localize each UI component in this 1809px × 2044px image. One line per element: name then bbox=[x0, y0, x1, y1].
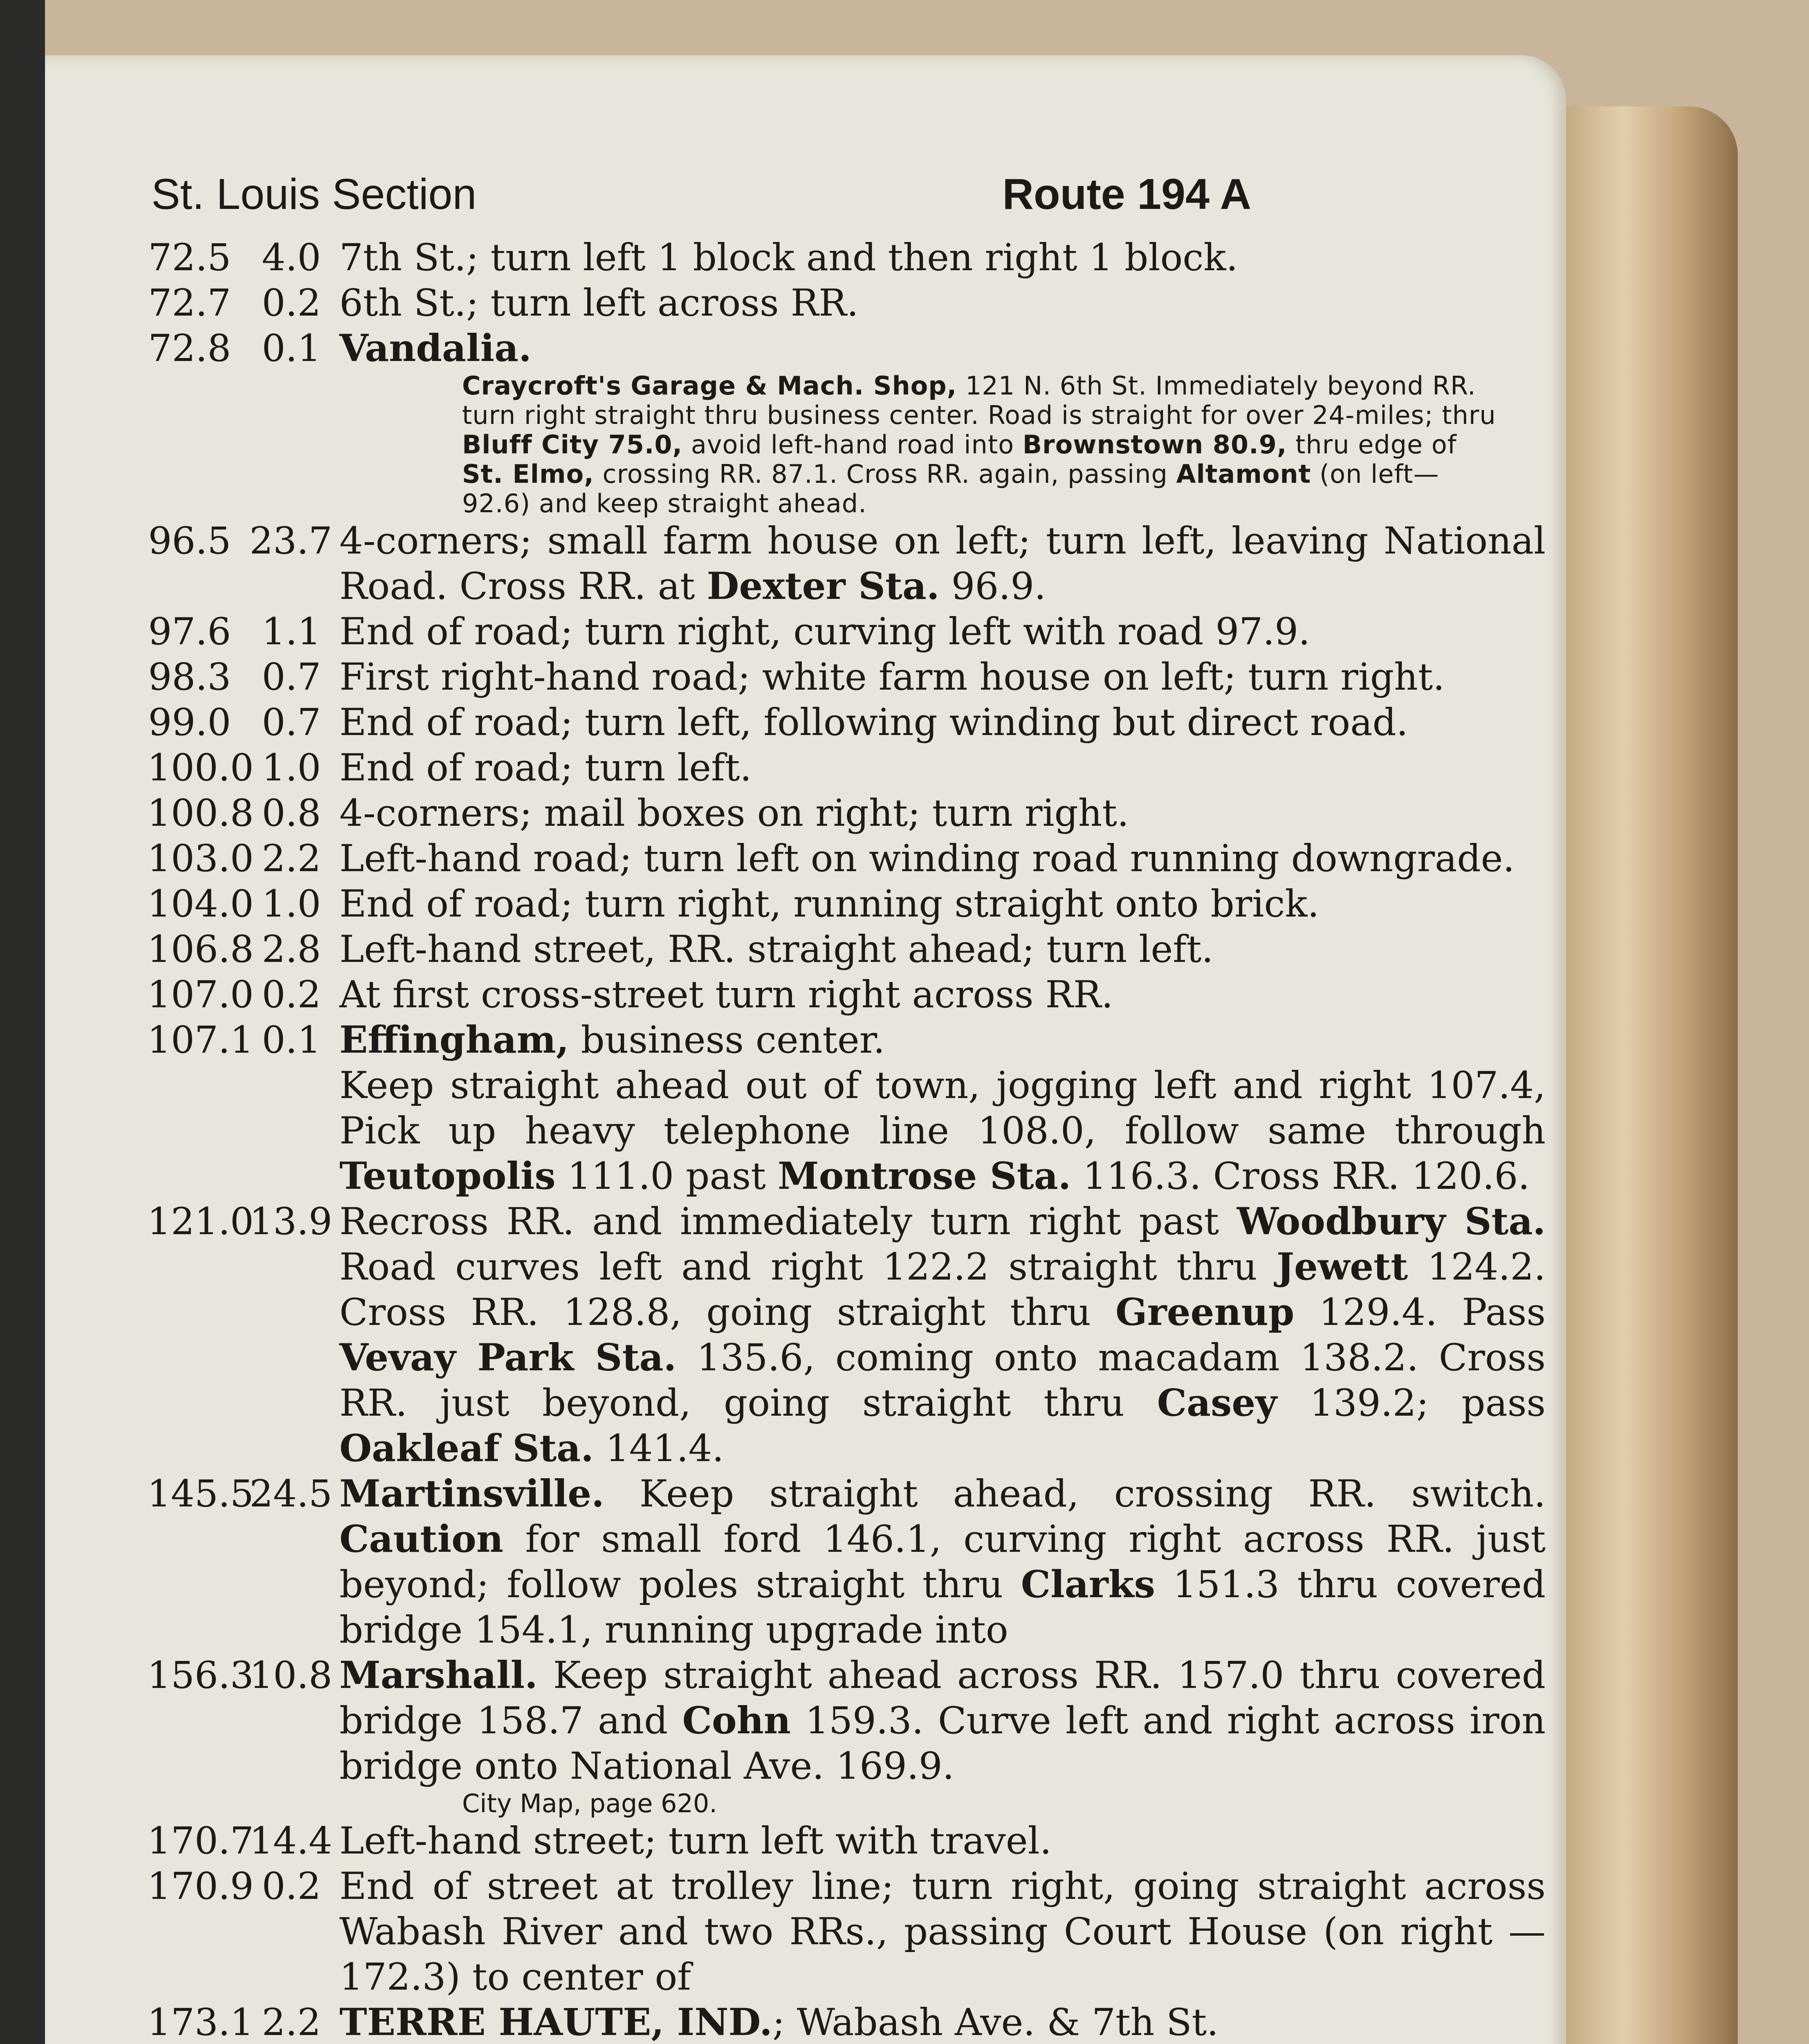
page-edges bbox=[1546, 106, 1738, 2044]
direction-row bbox=[147, 518, 1546, 609]
direction-text: Left-hand road; turn left on winding road running downgrade. bbox=[339, 837, 1515, 880]
direction-row bbox=[147, 927, 1546, 972]
intermediate-mileage: 0.7 bbox=[262, 656, 321, 699]
direction-row bbox=[147, 235, 1546, 280]
intermediate-mileage: 0.2 bbox=[262, 282, 321, 325]
total-mileage: 107.1 bbox=[147, 1019, 254, 1062]
direction-row bbox=[147, 1199, 1546, 1471]
direction-text: Martinsville. Keep straight ahead, crossing RR. switch. Caution for small ford 146.1, curving right across RR. just beyond; follow poles straight thru Clarks 151.3 thru covered bridge 154.1, running upgrade into bbox=[339, 1472, 1546, 1652]
direction-row bbox=[147, 700, 1546, 745]
direction-text: End of road; turn left. bbox=[339, 746, 752, 789]
intermediate-mileage: 0.2 bbox=[262, 973, 321, 1016]
total-mileage: 103.0 bbox=[147, 837, 254, 880]
route-content bbox=[147, 235, 1546, 2044]
intermediate-mileage: 2.8 bbox=[262, 928, 321, 971]
direction-row bbox=[147, 609, 1546, 654]
total-mileage: 100.8 bbox=[147, 792, 254, 835]
intermediate-mileage: 0.2 bbox=[262, 1865, 321, 1908]
direction-row bbox=[147, 881, 1546, 927]
direction-text: End of street at trolley line; turn right, going straight across Wabash River and two RRs., passing Court House (on right —172.3) to center of bbox=[339, 1865, 1546, 1999]
total-mileage: 121.0 bbox=[147, 1200, 254, 1243]
total-mileage: 97.6 bbox=[148, 610, 231, 653]
direction-row bbox=[147, 1471, 1546, 1653]
total-mileage: 107.0 bbox=[147, 973, 254, 1016]
section-header: St. Louis Section bbox=[151, 170, 477, 218]
total-mileage: 96.5 bbox=[148, 520, 231, 563]
direction-row bbox=[147, 745, 1546, 791]
intermediate-mileage: 2.2 bbox=[262, 837, 321, 880]
direction-text: Left-hand street; turn left with travel. bbox=[339, 1820, 1052, 1862]
direction-text: First right-hand road; white farm house on left; turn right. bbox=[339, 656, 1445, 699]
total-mileage: 145.5 bbox=[147, 1472, 254, 1515]
intermediate-mileage: 24.5 bbox=[249, 1472, 332, 1515]
city-map-ref: City Map, page 620. bbox=[462, 1788, 718, 1818]
direction-text: End of road; turn right, running straight onto brick. bbox=[339, 883, 1320, 926]
garage-note: Craycroft's Garage & Mach. Shop, 121 N. 6th St. Immediately beyond RR. turn right straight thru business center. Road is straight for over 24-miles; thru Bluff City 75.0, avoid left-hand road into Brownstown 80.9, thru edge of St. Elmo, crossing RR. 87.1. Cross RR. again, passing Altamont (on left—92.6) and keep straight ahead. bbox=[462, 371, 1496, 518]
intermediate-mileage: 0.1 bbox=[262, 327, 321, 370]
intermediate-mileage: 10.8 bbox=[249, 1654, 332, 1697]
total-mileage: 99.0 bbox=[148, 701, 231, 744]
direction-row bbox=[147, 1653, 1546, 1789]
direction-text: End of road; turn left, following winding but direct road. bbox=[339, 701, 1408, 744]
direction-text: Marshall. Keep straight ahead across RR. 157.0 thru covered bridge 158.7 and Cohn 159.3. Curve left and right across iron bridge onto National Ave. 169.9. bbox=[339, 1654, 1546, 1788]
direction-text: At first cross-street turn right across RR. bbox=[339, 973, 1113, 1016]
intermediate-mileage: 0.7 bbox=[262, 701, 321, 744]
scan-background bbox=[0, 0, 45, 2044]
direction-text: 6th St.; turn left across RR. bbox=[339, 282, 859, 325]
total-mileage: 72.8 bbox=[148, 327, 231, 370]
intermediate-mileage: 14.4 bbox=[249, 1820, 332, 1862]
intermediate-mileage: 1.0 bbox=[262, 883, 321, 926]
direction-text: Vandalia. bbox=[339, 327, 532, 370]
direction-text: Left-hand street, RR. straight ahead; turn left. bbox=[339, 928, 1214, 971]
total-mileage: 100.0 bbox=[147, 746, 254, 789]
direction-row bbox=[147, 836, 1546, 881]
total-mileage: 170.7 bbox=[147, 1820, 254, 1862]
intermediate-mileage: 0.1 bbox=[262, 1019, 321, 1062]
intermediate-mileage: 2.2 bbox=[262, 2001, 321, 2044]
total-mileage: 106.8 bbox=[147, 928, 254, 971]
book-page bbox=[45, 55, 1566, 2044]
intermediate-mileage: 1.0 bbox=[262, 746, 321, 789]
direction-text: TERRE HAUTE, IND.; Wabash Ave. & 7th St. bbox=[339, 2001, 1219, 2044]
direction-text: 7th St.; turn left 1 block and then right 1 block. bbox=[339, 236, 1238, 279]
intermediate-mileage: 1.1 bbox=[262, 610, 321, 653]
total-mileage: 173.1 bbox=[147, 2001, 254, 2044]
direction-row bbox=[147, 654, 1546, 700]
total-mileage: 98.3 bbox=[148, 656, 231, 699]
direction-row bbox=[147, 1818, 1546, 1864]
total-mileage: 72.7 bbox=[148, 282, 231, 325]
direction-row bbox=[147, 972, 1546, 1018]
direction-text: Recross RR. and immediately turn right past Woodbury Sta. Road curves left and right 122.2 straight thru Jewett 124.2. Cross RR. 128.8, going straight thru Greenup 129.4. Pass Vevay Park Sta. 135.6, coming onto macadam 138.2. Cross RR. just beyond, going straight thru Casey 139.2; pass Oakleaf Sta. 141.4. bbox=[339, 1200, 1546, 1470]
route-header: Route 194 A bbox=[1002, 170, 1251, 218]
direction-row bbox=[147, 326, 1546, 371]
direction-row bbox=[147, 2000, 1546, 2044]
intermediate-mileage: 23.7 bbox=[249, 520, 332, 563]
total-mileage: 72.5 bbox=[148, 236, 231, 279]
direction-text: End of road; turn right, curving left with road 97.9. bbox=[339, 610, 1310, 653]
total-mileage: 104.0 bbox=[147, 883, 254, 926]
total-mileage: 170.9 bbox=[147, 1865, 254, 1908]
total-mileage: 156.3 bbox=[147, 1654, 254, 1697]
intermediate-mileage: 0.8 bbox=[262, 792, 321, 835]
direction-row bbox=[147, 1864, 1546, 2000]
direction-row bbox=[147, 1018, 1546, 1199]
intermediate-mileage: 13.9 bbox=[249, 1200, 332, 1243]
direction-text: Effingham, business center. Keep straight ahead out of town, jogging left and right 107.4, Pick up heavy telephone line 108.0, follow same through Teutopolis 111.0 past Montrose Sta. 116.3. Cross RR. 120.6. bbox=[339, 1018, 1546, 1198]
direction-text: 4-corners; small farm house on left; turn left, leaving National Road. Cross RR. at Dexter Sta. 96.9. bbox=[339, 520, 1546, 608]
route-194a-continuation bbox=[147, 235, 1546, 2044]
direction-row bbox=[147, 791, 1546, 836]
direction-row bbox=[147, 280, 1546, 326]
intermediate-mileage: 4.0 bbox=[262, 236, 321, 279]
direction-text: 4-corners; mail boxes on right; turn right. bbox=[339, 792, 1129, 835]
